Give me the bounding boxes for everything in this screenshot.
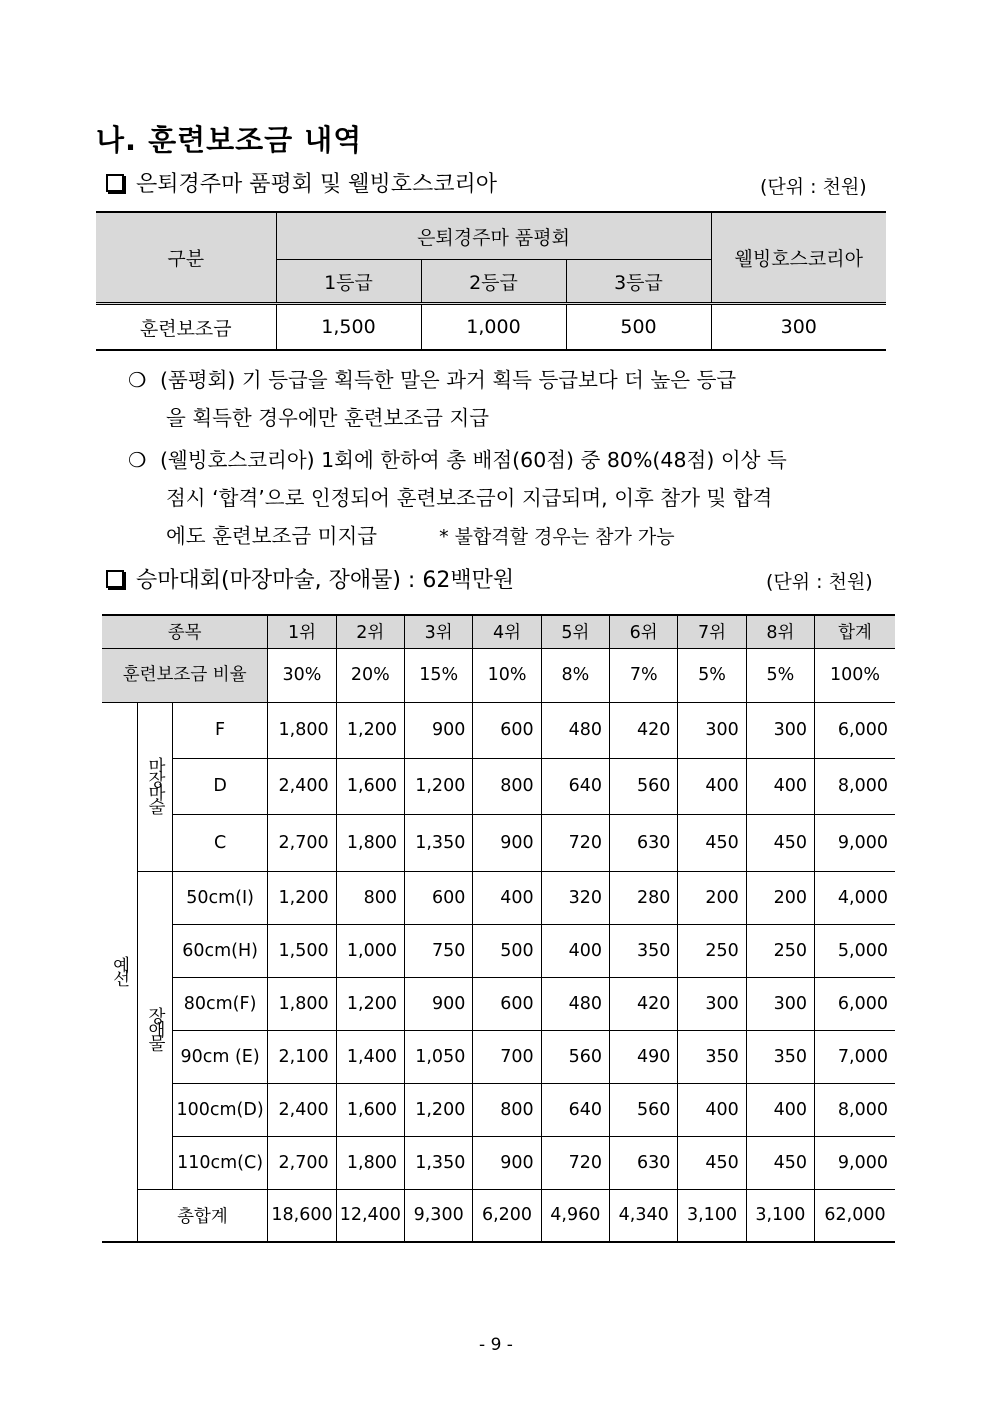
note-2-line-3: 에도 훈련보조금 미지급	[166, 524, 378, 548]
section-title: 나. 훈련보조금 내역	[96, 123, 363, 157]
table-cell: 250	[746, 924, 814, 977]
group-jumping: 장애물	[145, 1007, 166, 1048]
table-cell: 480	[541, 977, 609, 1030]
ratio-cell: 7%	[610, 648, 678, 702]
header-rank-7: 7위	[678, 615, 746, 648]
table-cell: 5,000	[815, 924, 895, 977]
table-cell: 9,000	[815, 1136, 895, 1189]
table-cell: 1,200	[405, 758, 473, 814]
table-cell: 7,000	[815, 1030, 895, 1083]
header-gubun: 구분	[96, 212, 276, 304]
total-cell: 12,400	[336, 1189, 404, 1242]
table-cell: 4,000	[815, 871, 895, 924]
row-label: 50cm(I)	[172, 871, 267, 924]
table-cell: 420	[610, 977, 678, 1030]
part2-unit: (단위 : 천원)	[766, 571, 873, 593]
header-rank-3: 3위	[405, 615, 473, 648]
row-label: 100cm(D)	[172, 1083, 267, 1136]
ratio-label: 훈련보조금 비율	[102, 648, 268, 702]
header-rank-2: 2위	[336, 615, 404, 648]
table-cell: 800	[336, 871, 404, 924]
table-cell: 600	[405, 871, 473, 924]
table-cell: 400	[678, 1083, 746, 1136]
table-cell: 300	[746, 702, 814, 758]
checkbox-square-icon	[106, 174, 124, 192]
table-cell: 350	[610, 924, 678, 977]
table-cell: 1,200	[336, 977, 404, 1030]
table-row	[102, 814, 895, 871]
circle-bullet-icon: ❍	[128, 448, 147, 472]
table-cell: 900	[473, 814, 541, 871]
table-cell: 420	[610, 702, 678, 758]
note-2-line-1: (웰빙호스코리아) 1회에 한하여 총 배점(60점) 중 80%(48점) 이상 득	[160, 448, 787, 472]
table-cell: 320	[541, 871, 609, 924]
row-label: 60cm(H)	[172, 924, 267, 977]
table-cell: 600	[473, 977, 541, 1030]
table-cell: 1,200	[405, 1083, 473, 1136]
table-cell: 630	[610, 814, 678, 871]
table-cell: 700	[473, 1030, 541, 1083]
table-cell: 9,000	[815, 814, 895, 871]
footnote: * 불합격할 경우는 참가 가능	[439, 526, 675, 548]
row-label: 훈련보조금	[96, 304, 276, 351]
table-cell: 280	[610, 871, 678, 924]
table-cell: 2,400	[268, 758, 336, 814]
header-event: 종목	[102, 615, 268, 648]
table-cell: 350	[746, 1030, 814, 1083]
table-cell: 300	[711, 304, 886, 351]
grading-subsidy-table	[96, 211, 886, 351]
part2-heading	[106, 563, 514, 594]
total-label: 총합계	[137, 1189, 268, 1242]
note-1-line-2: 을 획득한 경우에만 훈련보조금 지급	[166, 406, 490, 430]
table-cell: 400	[473, 871, 541, 924]
table-cell: 480	[541, 702, 609, 758]
table-cell: 450	[746, 1136, 814, 1189]
table-cell: 900	[405, 702, 473, 758]
table-cell: 200	[746, 871, 814, 924]
table-cell: 8,000	[815, 758, 895, 814]
header-rank-4: 4위	[473, 615, 541, 648]
competition-subsidy-table	[102, 614, 895, 1243]
table-cell: 1,800	[336, 814, 404, 871]
table-cell: 720	[541, 1136, 609, 1189]
table-cell: 1,600	[336, 758, 404, 814]
table-cell: 1,200	[268, 871, 336, 924]
table-row	[102, 977, 895, 1030]
table-cell: 1,500	[276, 304, 421, 351]
table-cell: 1,800	[268, 702, 336, 758]
ratio-cell: 5%	[678, 648, 746, 702]
table-cell: 560	[610, 1083, 678, 1136]
total-row	[102, 1189, 895, 1242]
row-label: D	[172, 758, 267, 814]
table-cell: 800	[473, 758, 541, 814]
note-1	[128, 361, 908, 437]
part1-unit: (단위 : 천원)	[760, 176, 867, 198]
table-cell: 300	[746, 977, 814, 1030]
table-cell: 800	[473, 1083, 541, 1136]
table-row	[102, 758, 895, 814]
table-cell: 900	[405, 977, 473, 1030]
table-cell: 300	[678, 977, 746, 1030]
ratio-cell: 100%	[815, 648, 895, 702]
part2-heading-text: 승마대회(마장마술, 장애물) : 62백만원	[136, 568, 515, 593]
table-cell: 750	[405, 924, 473, 977]
table-cell: 720	[541, 814, 609, 871]
table-cell: 1,350	[405, 814, 473, 871]
header-rank-5: 5위	[541, 615, 609, 648]
table-cell: 560	[610, 758, 678, 814]
total-cell: 18,600	[268, 1189, 336, 1242]
table-cell: 1,600	[336, 1083, 404, 1136]
table-row	[102, 1083, 895, 1136]
table-row	[102, 1136, 895, 1189]
table-cell: 300	[678, 702, 746, 758]
header-wellbeing: 웰빙호스코리아	[711, 212, 886, 304]
table-cell: 400	[678, 758, 746, 814]
row-label: C	[172, 814, 267, 871]
circle-bullet-icon: ❍	[128, 368, 147, 392]
table-cell: 1,050	[405, 1030, 473, 1083]
table-cell: 250	[678, 924, 746, 977]
part1-heading	[106, 167, 497, 198]
table-cell: 400	[746, 758, 814, 814]
header-grade-1: 1등급	[276, 260, 421, 304]
table-cell: 1,800	[268, 977, 336, 1030]
table-cell: 640	[541, 1083, 609, 1136]
total-cell: 3,100	[678, 1189, 746, 1242]
table-cell: 450	[678, 814, 746, 871]
table-row	[102, 871, 895, 924]
note-2-line-2: 점시 ‘합격’으로 인정되어 훈련보조금이 지급되며, 이후 참가 및 합격	[166, 486, 773, 510]
table-cell: 8,000	[815, 1083, 895, 1136]
total-cell: 62,000	[815, 1189, 895, 1242]
table-cell: 560	[541, 1030, 609, 1083]
ratio-cell: 5%	[746, 648, 814, 702]
table-cell: 640	[541, 758, 609, 814]
table-cell: 1,800	[336, 1136, 404, 1189]
table-cell: 1,350	[405, 1136, 473, 1189]
page-number: - 9 -	[479, 1335, 513, 1355]
table-cell: 450	[678, 1136, 746, 1189]
part1-heading-text: 은퇴경주마 품평회 및 웰빙호스코리아	[136, 172, 498, 197]
table-cell: 1,200	[336, 702, 404, 758]
ratio-cell: 15%	[405, 648, 473, 702]
table-cell: 450	[746, 814, 814, 871]
table-row	[102, 924, 895, 977]
table-cell: 200	[678, 871, 746, 924]
table-cell: 350	[678, 1030, 746, 1083]
header-rank-1: 1위	[268, 615, 336, 648]
row-label: 110cm(C)	[172, 1136, 267, 1189]
total-cell: 9,300	[405, 1189, 473, 1242]
table-row	[102, 1030, 895, 1083]
header-evaluation: 은퇴경주마 품평회	[276, 212, 711, 260]
header-rank-6: 6위	[610, 615, 678, 648]
header-grade-2: 2등급	[421, 260, 566, 304]
table-cell: 2,700	[268, 814, 336, 871]
header-total: 합계	[815, 615, 895, 648]
table-cell: 6,000	[815, 977, 895, 1030]
total-cell: 4,340	[610, 1189, 678, 1242]
note-2	[128, 441, 908, 556]
header-grade-3: 3등급	[566, 260, 711, 304]
row-label: 90cm (E)	[172, 1030, 267, 1083]
table-cell: 900	[473, 1136, 541, 1189]
total-cell: 6,200	[473, 1189, 541, 1242]
table-cell: 1,000	[336, 924, 404, 977]
ratio-cell: 20%	[336, 648, 404, 702]
table-cell: 500	[473, 924, 541, 977]
table-row	[102, 702, 895, 758]
table-cell: 400	[541, 924, 609, 977]
header-rank-8: 8위	[746, 615, 814, 648]
table-cell: 1,400	[336, 1030, 404, 1083]
table-cell: 2,400	[268, 1083, 336, 1136]
table-cell: 2,700	[268, 1136, 336, 1189]
table-cell: 1,500	[268, 924, 336, 977]
row-label: 80cm(F)	[172, 977, 267, 1030]
table-cell: 490	[610, 1030, 678, 1083]
row-label: F	[172, 702, 267, 758]
table-row	[96, 304, 886, 351]
group-dressage: 마장마술	[145, 757, 166, 811]
ratio-cell: 8%	[541, 648, 609, 702]
ratio-cell: 30%	[268, 648, 336, 702]
ratio-cell: 10%	[473, 648, 541, 702]
total-cell: 4,960	[541, 1189, 609, 1242]
table-cell: 6,000	[815, 702, 895, 758]
table-cell: 400	[746, 1083, 814, 1136]
table-cell: 1,000	[421, 304, 566, 351]
group-yeseon: 예선	[110, 955, 131, 983]
checkbox-square-icon	[106, 570, 124, 588]
note-1-line-1: (품평회) 기 등급을 획득한 말은 과거 획득 등급보다 더 높은 등급	[160, 368, 737, 392]
table-cell: 600	[473, 702, 541, 758]
table-cell: 630	[610, 1136, 678, 1189]
table-cell: 2,100	[268, 1030, 336, 1083]
table-cell: 500	[566, 304, 711, 351]
total-cell: 3,100	[746, 1189, 814, 1242]
